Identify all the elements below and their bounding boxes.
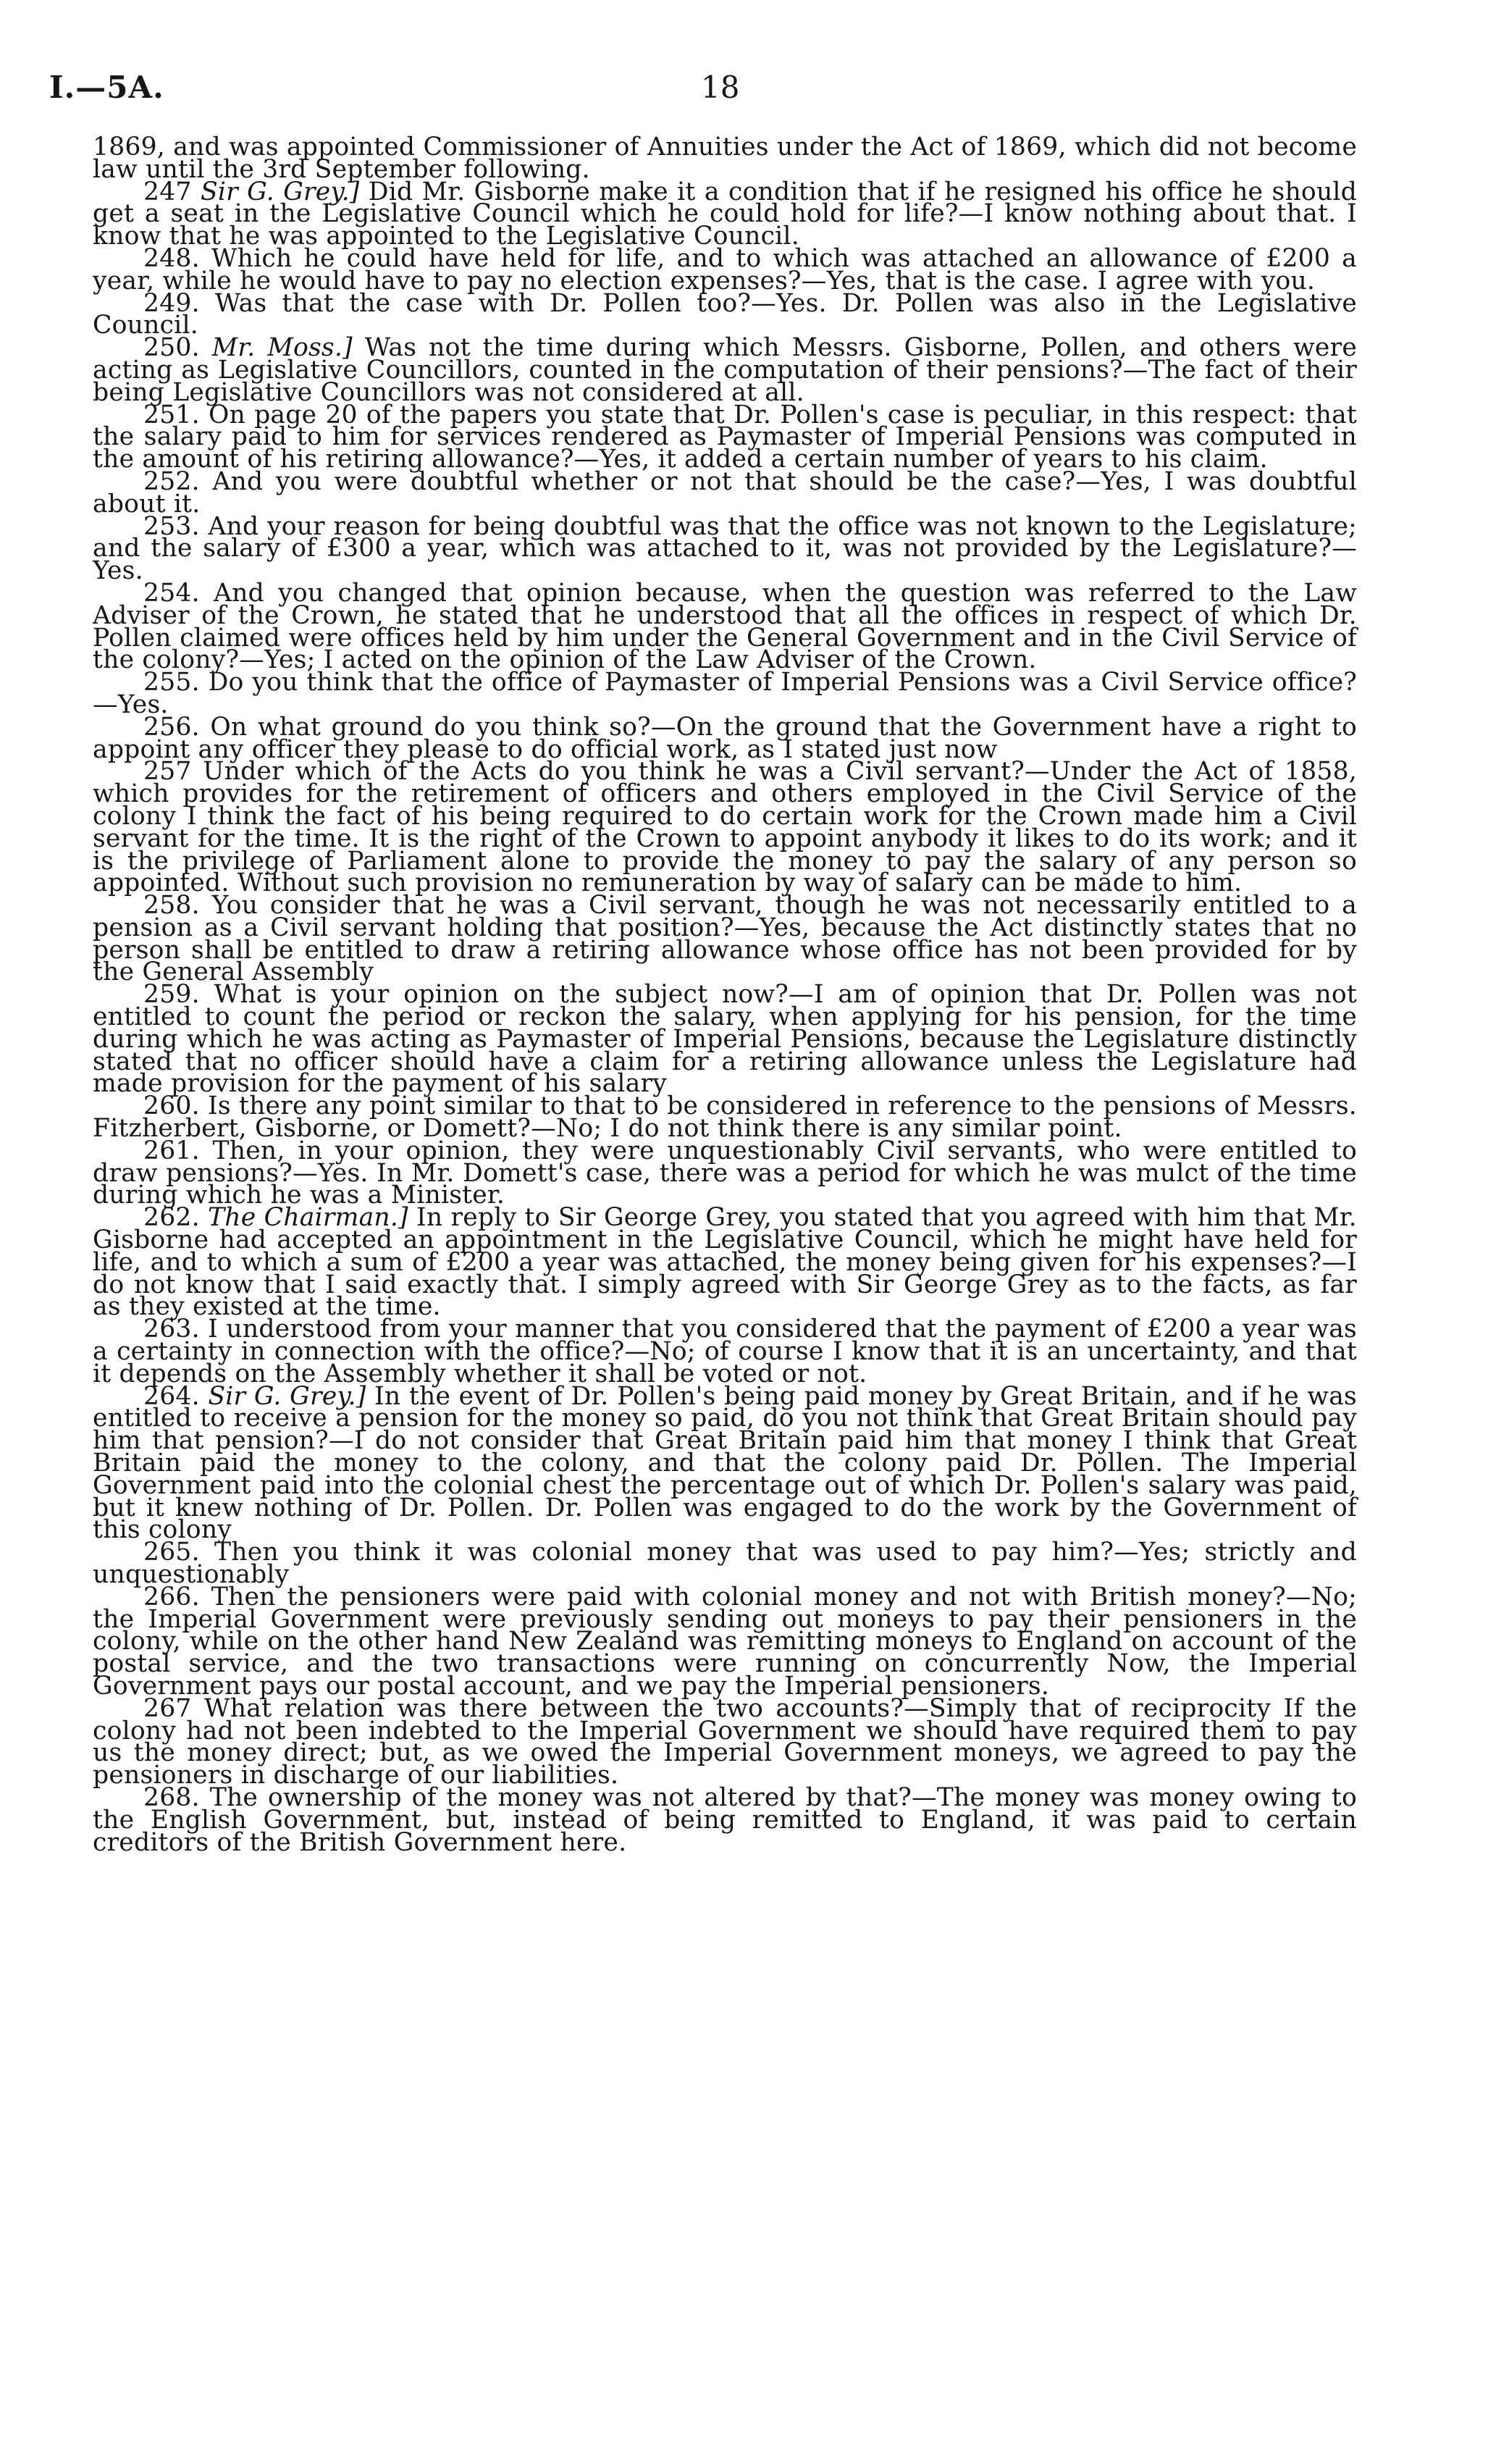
question-256 — [93, 712, 1357, 764]
question-text: On page 20 of the papers you state that Dr. Pollen's case is peculiar, in this respect: that the salary paid to him for services rendered as Paymaster of Imperial Pensions was computed in the amount of his retiring allowance?—Yes, it added a certain number of years to his claim. — [93, 400, 1357, 474]
question-262 — [93, 1203, 1357, 1322]
document-reference: I.—5A. — [49, 70, 164, 105]
question-number: 252. — [143, 466, 200, 496]
question-number: 262. — [143, 1203, 200, 1233]
question-text: Do you think that the office of Paymaster of Imperial Pensions was a Civil Service office?—Yes. — [93, 668, 1357, 719]
question-number: 261. — [143, 1136, 200, 1165]
question-text: Which he could have held for life, and to which was attached an allowance of £200 a year, while he would have to pay no election expenses?—Yes, that is the case. I agree with you. — [93, 243, 1357, 296]
question-number: 256. — [143, 712, 200, 742]
question-number: 248. — [143, 243, 200, 273]
speaker-label: Sir G. Grey.] — [200, 177, 360, 206]
question-265 — [93, 1538, 1357, 1589]
question-text: You consider that he was a Civil servant, though he was not necessarily entitled to a pension as a Civil servant holding that position?—Yes, because the Act distinctly states that no person shall be entitled to draw a retiring allowance whose office has not been provided for by the General Assembly — [93, 891, 1357, 987]
question-263 — [93, 1315, 1357, 1388]
question-number: 267 — [143, 1693, 192, 1723]
question-252 — [93, 466, 1357, 519]
question-258 — [93, 891, 1357, 987]
question-number: 268. — [143, 1782, 200, 1812]
question-number: 251. — [143, 400, 200, 429]
question-text: Under which of the Acts do you think he was a Civil servant?—Under the Act of 1858, which provides for the retirement of officers and others employed in the Civil Service of the colony I think the fact of his being required to do certain work for the Crown made him a Civil servant for the time. It is the right of the Crown to appoint anybody it likes to do its work; and it is the privilege of Parliament alone to provide the money to pay the salary of any person so appointed. Without such provision no remuneration by way of salary can be made to him. — [93, 757, 1357, 898]
question-266 — [93, 1582, 1357, 1701]
question-text: Is there any point similar to that to be considered in reference to the pensions of Messrs. Fitzherbert, Gisborne, or Domett?—No; I do not think there is any similar point. — [93, 1091, 1357, 1144]
question-text: And you changed that opinion because, when the question was referred to the Law Adviser of the Crown, he stated that he understood that all the offices in respect of which Dr. Pollen claimed were offices held by him under the General Government and in the Civil Service of the colony?—Yes; I acted on the opinion of the Law Adviser of the Crown. — [93, 578, 1357, 675]
question-253 — [93, 511, 1357, 586]
question-text: Was not the time during which Messrs. Gisborne, Pollen, and others were acting as Legislative Councillors, counted in the computation of their pensions?—The fact of their being Legislative Councillors was not considered at all. — [93, 333, 1357, 407]
question-text: Did Mr. Gisborne make it a condition that if he resigned his office he should get a seat in the Legislative Council which he could hold for life?—I know nothing about that. I know that he was appointed to the Legislative Council. — [93, 177, 1358, 251]
question-number: 258. — [143, 891, 200, 921]
question-247 — [93, 177, 1358, 251]
question-number: 266. — [143, 1582, 200, 1612]
page-number: 18 — [701, 70, 740, 105]
question-number: 253. — [143, 511, 200, 541]
question-250 — [93, 333, 1357, 407]
question-267 — [93, 1693, 1358, 1790]
question-number: 260. — [143, 1091, 200, 1121]
evidence-text — [93, 133, 1358, 1857]
speaker-label: The Chairman.] — [208, 1203, 408, 1233]
question-number: 254. — [143, 578, 200, 608]
paragraph-continuation — [93, 133, 1357, 184]
question-number: 265. — [143, 1538, 200, 1567]
question-text: I understood from your manner that you considered that the payment of £200 a year was a certainty in connection with the office?—No; of course I know that it is an uncertainty, and that it depends on the Assembly whether it shall be voted or not. — [93, 1315, 1357, 1388]
question-255 — [93, 668, 1357, 719]
question-number: 259. — [143, 980, 200, 1010]
question-text: And your reason for being doubtful was that the office was not known to the Legislature; and the salary of £300 a year, which was attached to it, was not provided by the Legislature?—Yes. — [93, 511, 1357, 586]
question-number: 257 — [143, 757, 192, 787]
page-header — [49, 70, 1360, 113]
question-251 — [93, 400, 1357, 474]
question-number: 264. — [143, 1381, 200, 1411]
question-text: Then you think it was colonial money that was used to pay him?—Yes; strictly and unquestionably — [93, 1538, 1357, 1589]
question-number: 263. — [143, 1315, 200, 1344]
question-text: What is your opinion on the subject now?—I am of opinion that Dr. Pollen was not entitled to count the period or reckon the salary, when applying for his pension, for the time during which he was acting as Paymaster of Imperial Pensions, because the Legislature distinctly stated that no officer should have a claim for a retiring allowance unless the Legislature had made provision for the payment of his salary — [93, 980, 1357, 1099]
question-text: In reply to Sir George Grey, you stated that you agreed with him that Mr. Gisborne had accepted an appointment in the Legislative Council, which he might have held for life, and to which a sum of £200 a year was attached, the money being given for his expenses?—I do not know that I said exactly that. I simply agreed with Sir George Grey as to the facts, as far as they existed at the time. — [93, 1203, 1357, 1322]
question-number: 249. — [143, 288, 200, 318]
question-text: What relation was there between the two accounts?—Simply that of reciprocity If the colony had not been indebted to the Imperial Government we should have required them to pay us the money direct; but, as we owed the Imperial Government moneys, we agreed to pay the pensioners in discharge of our liabilities. — [93, 1693, 1358, 1790]
question-261 — [93, 1136, 1357, 1210]
paragraph-text: 1869, and was appointed Commissioner of Annuities under the Act of 1869, which did not become law until the 3rd September following. — [93, 133, 1357, 184]
question-264 — [93, 1381, 1357, 1545]
question-260 — [93, 1091, 1357, 1144]
question-254 — [93, 578, 1357, 675]
question-text: In the event of Dr. Pollen's being paid money by Great Britain, and if he was entitled to receive a pension for the money so paid, do you not think that Great Britain should pay him that pension?—I do not consider that Great Britain paid him that money I think that Great Britain paid the money to the colony, and that the colony paid Dr. Pollen. The Imperial Government paid into the colonial chest the percentage out of which Dr. Pollen's salary was paid, but it knew nothing of Dr. Pollen. Dr. Pollen was engaged to do the work by the Government of this colony — [93, 1381, 1357, 1545]
question-number: 250. — [143, 333, 200, 363]
speaker-label: Mr. Moss.] — [211, 333, 353, 363]
question-268 — [93, 1782, 1357, 1857]
question-257 — [93, 757, 1357, 898]
question-number: 255. — [143, 668, 200, 697]
question-text: Then, in your opinion, they were unquestionably Civil servants, who were entitled to draw pensions?—Yes. In Mr. Domett's case, there was a period for which he was mulct of the time during which he was a Minister. — [93, 1136, 1357, 1210]
question-248 — [93, 243, 1357, 296]
speaker-label: Sir G. Grey.] — [208, 1381, 366, 1411]
question-number: 247 — [143, 177, 192, 206]
question-text: Was that the case with Dr. Pollen too?—Yes. Dr. Pollen was also in the Legislative Council. — [93, 288, 1357, 340]
question-249 — [93, 288, 1357, 340]
question-text: And you were doubtful whether or not that should be the case?—Yes, I was doubtful about it. — [93, 466, 1357, 519]
question-text: The ownership of the money was not altered by that?—The money was money owing to the English Government, but, instead of being remitted to England, it was paid to certain creditors of the British Government here. — [93, 1782, 1357, 1857]
question-259 — [93, 980, 1357, 1099]
question-text: Then the pensioners were paid with colonial money and not with British money?—No; the Imperial Government were previously sending out moneys to pay their pensioners in the colony, while on the other hand New Zealand was remitting moneys to England on account of the postal service, and the two transactions were running on concurrently Now, the Imperial Government pays our postal account, and we pay the Imperial pensioners. — [93, 1582, 1357, 1701]
question-text: On what ground do you think so?—On the ground that the Government have a right to appoint any officer they please to do official work, as I stated just now — [93, 712, 1357, 764]
